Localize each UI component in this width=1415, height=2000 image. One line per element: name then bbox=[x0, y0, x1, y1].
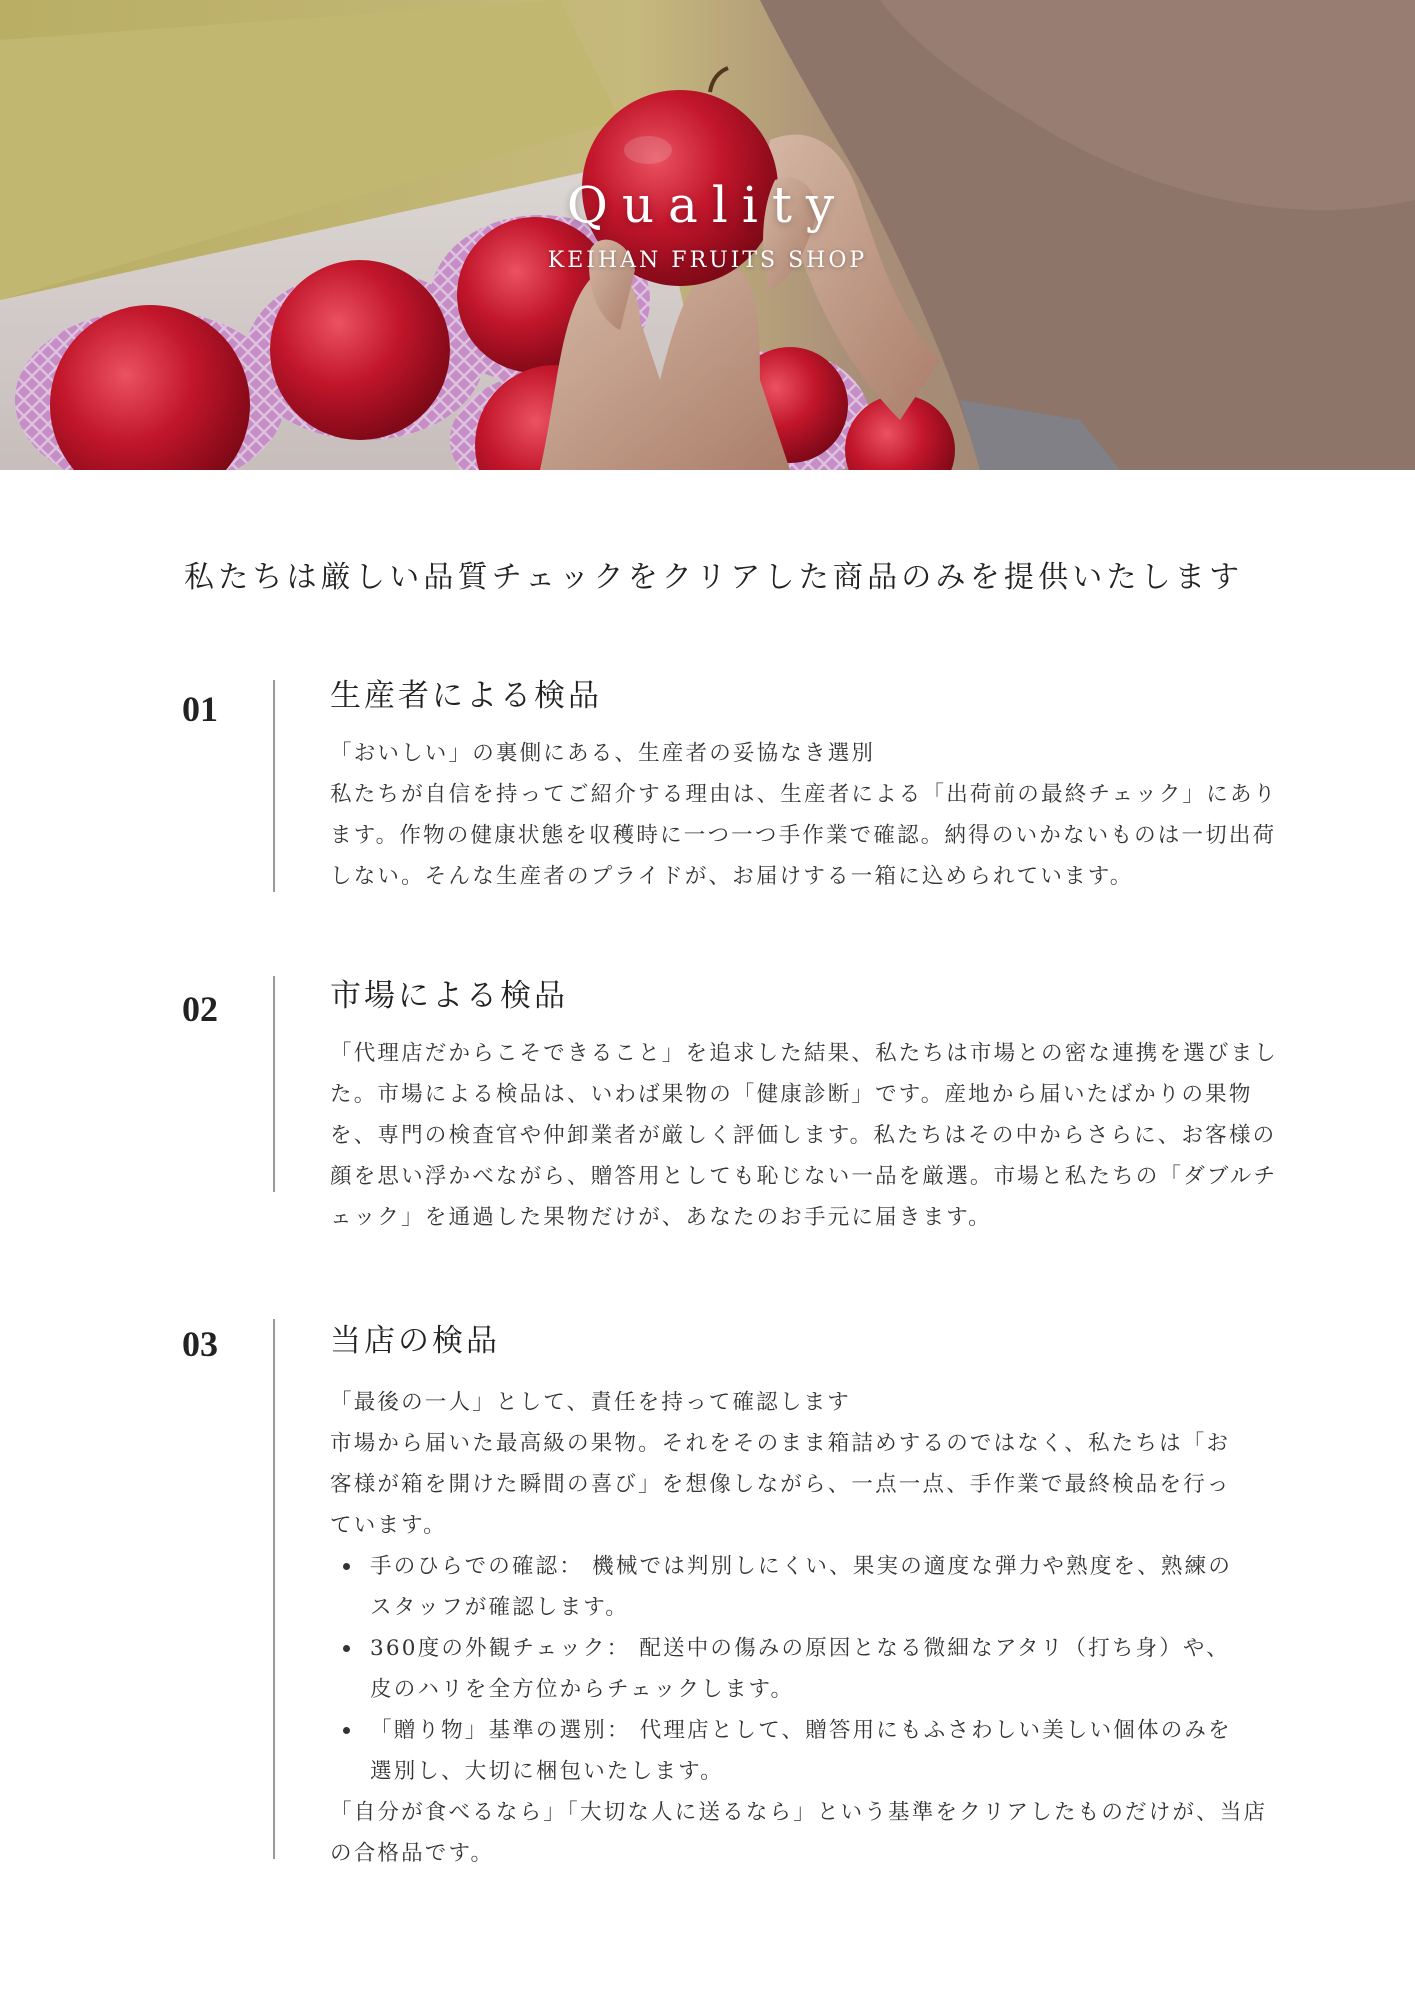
section-number: 01 bbox=[182, 689, 218, 729]
section-title: 当店の検品 bbox=[330, 1323, 500, 1359]
section-title: 市場による検品 bbox=[330, 978, 568, 1014]
section-text: 私たちが自信を持ってご紹介する理由は、生産者による「出荷前の最終チェック」にあります。作物の健康状態を収穫時に一つ一つ手作業で確認。納得のいかないものは一切出荷しない。そんな生産者のプライドが、お届けする一箱に込められています。 bbox=[330, 782, 1278, 889]
inspection-points-list bbox=[330, 1546, 1250, 1792]
section-divider bbox=[273, 680, 275, 892]
section-text: 市場から届いた最高級の果物。それをそのまま箱詰めするのではなく、私たちは「お客様が箱を開けた瞬間の喜び」を想像しながら、一点一点、手作業で最終検品を行っています。 bbox=[330, 1431, 1231, 1538]
bullet-icon bbox=[343, 1645, 350, 1652]
section-title: 生産者による検品 bbox=[330, 678, 602, 714]
bullet-icon bbox=[343, 1727, 350, 1734]
hero-subtitle: KEIHAN FRUITS SHOP bbox=[547, 248, 868, 273]
section-divider bbox=[273, 1319, 275, 1859]
hero-title: Quality bbox=[566, 176, 849, 234]
list-item: 「贈り物」基準の選別： 代理店として、贈答用にもふさわしい美しい個体のみを選別し、大切に梱包いたします。 bbox=[330, 1710, 1250, 1792]
list-item: 360度の外観チェック： 配送中の傷みの原因となる微細なアタリ（打ち身）や、皮のハリを全方位からチェックします。 bbox=[330, 1628, 1250, 1710]
bullet-icon bbox=[343, 1563, 350, 1570]
section-closing: 「自分が食べるなら」「大切な人に送るなら」という基準をクリアしたものだけが、当店の合格品です。 bbox=[330, 1800, 1268, 1866]
section-number: 02 bbox=[182, 989, 218, 1029]
list-item: 手のひらでの確認： 機械では判別しにくい、果実の適度な弾力や熟度を、熟練のスタッフが確認します。 bbox=[330, 1546, 1250, 1628]
section-number: 03 bbox=[182, 1324, 218, 1364]
section-lead: 「最後の一人」として、責任を持って確認します bbox=[330, 1390, 851, 1415]
section-text: 「代理店だからこそできること」を追求した結果、私たちは市場との密な連携を選びました。市場による検品は、いわば果物の「健康診断」です。産地から届いたばかりの果物を、専門の検査官や仲卸業者が厳しく評価します。私たちはその中からさらに、お客様の顔を思い浮かべながら、贈答用としても恥じない一品を厳選。市場と私たちの「ダブルチェック」を通過した果物だけが、あなたのお手元に届きます。 bbox=[330, 1041, 1279, 1230]
section-lead: 「おいしい」の裏側にある、生産者の妥協なき選別 bbox=[330, 741, 876, 766]
intro-statement: 私たちは厳しい品質チェックをクリアした商品のみを提供いたします bbox=[184, 560, 1244, 595]
apple-inspection-photo bbox=[0, 0, 1415, 470]
hero-photo bbox=[0, 0, 1415, 470]
section-divider bbox=[273, 976, 275, 1192]
